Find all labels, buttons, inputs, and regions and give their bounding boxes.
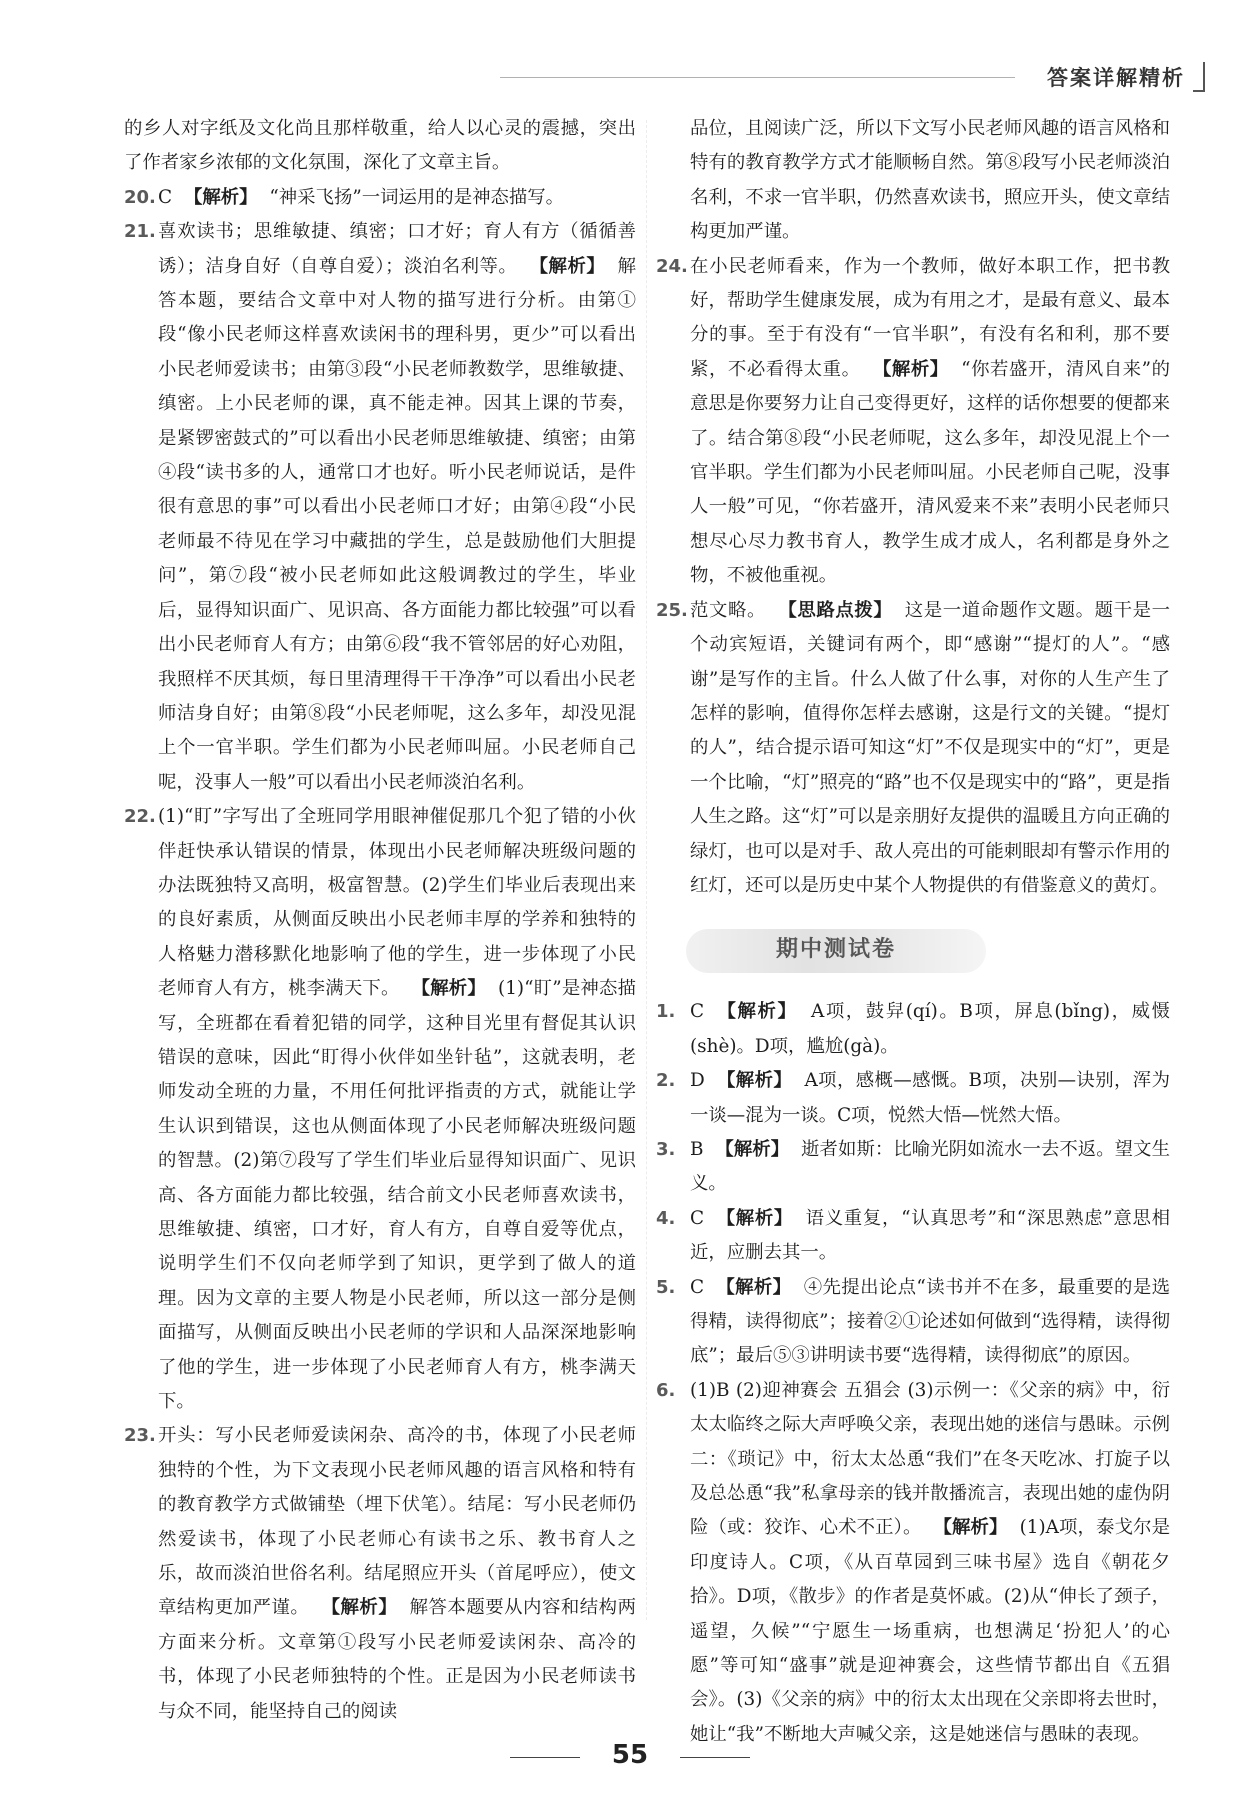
analysis-tag: 【解析】 xyxy=(411,978,486,1000)
question-number: 24. xyxy=(656,255,688,277)
question-number: 20. xyxy=(124,186,156,208)
midterm-question-4 xyxy=(656,1202,1170,1271)
analysis-tag: 【解析】 xyxy=(321,1597,398,1619)
header-bracket xyxy=(1193,62,1205,92)
question-22 xyxy=(124,800,636,1419)
question-number: 2. xyxy=(656,1070,676,1092)
analysis-text: A项，鼓舁(qí)。B项，屏息(bǐng)，威慑(shè)。D项，尴尬(gà)。 xyxy=(690,1001,1170,1057)
continued-text: 的乡人对字纸及文化尚且那样敬重，给人以心灵的震撼，突出了作者家乡浓郁的文化氛围，深化了文章主旨。 xyxy=(124,118,636,174)
midterm-question-1 xyxy=(656,995,1170,1064)
midterm-question-6 xyxy=(656,1374,1170,1752)
analysis-tag: 【解析】 xyxy=(872,358,949,380)
analysis-text: 语义重复，“认真思考”和“深思熟虑”意思相近，应删去其一。 xyxy=(690,1207,1170,1264)
analysis-tag: 【解析】 xyxy=(716,1207,794,1229)
answer: C xyxy=(690,1001,705,1023)
analysis-text: 解答本题，要结合文章中对人物的描写进行分析。由第①段“像小民老师这样喜欢读闲书的理科男，更少”可以看出小民老师爱读书；由第③段“小民老师教数学，思维敏捷、缜密。上小民老师的课，真不能走神。因其上课的节奏，是紧锣密鼓式的”可以看出小民老师思维敏捷、缜密；由第④段“读书多的人，通常口才也好。听小民老师说话，是件很有意思的事”可以看出小民老师口才好；由第④段“小民老师最不待见在学习中藏拙的学生，总是鼓励他们大胆提问”，第⑦段“被小民老师如此这般调教过的学生，毕业后，显得知识面广、见识高、各方面能力都比较强”可以看出小民老师育人有方；由第⑥段“我不管邻居的好心劝阻，我照样不厌其烦，每日里清理得干干净净”可以看出小民老师洁身自好；由第⑧段“小民老师呢，这么多年，却没见混上个一官半职。学生们都为小民老师叫屈。小民老师自己呢，没事人一般”可以看出小民老师淡泊名利。 xyxy=(158,255,636,793)
section-title: 期中测试卷 xyxy=(775,937,896,963)
section-banner xyxy=(686,923,986,973)
answer: 范文略。 xyxy=(690,599,766,621)
question-number: 3. xyxy=(656,1138,676,1160)
analysis-tag: 【解析】 xyxy=(716,1276,792,1298)
analysis-tag: 【解析】 xyxy=(717,1070,793,1092)
left-column xyxy=(124,112,636,1729)
midterm-question-3 xyxy=(656,1133,1170,1202)
question-24 xyxy=(656,250,1170,594)
page-header xyxy=(500,62,1205,92)
continued-text: 品位，且阅读广泛，所以下文写小民老师风趣的语言风格和特有的教育教学方式才能顺畅自然。第⑧段写小民老师淡泊名利，不求一官半职，仍然喜欢读书，照应开头，使文章结构更加严谨。 xyxy=(690,118,1170,243)
header-rule xyxy=(500,77,1015,78)
analysis-tag: 【解析】 xyxy=(717,1001,798,1023)
analysis-text: ④先提出论点“读书并不在多，最重要的是选得精，读得彻底”；接着②①论述如何做到“选得精，读得彻底”；最后⑤③讲明读书要“选得精，读得彻底”的原因。 xyxy=(690,1276,1170,1367)
analysis-text: “你若盛开，清风自来”的意思是你要努力让自己变得更好，这样的话你想要的便都来了。结合第⑧段“小民老师呢，这么多年，却没见混上个一官半职。学生们都为小民老师叫屈。小民老师自己呢，没事人一般”可见，“你若盛开，清风爱来不来”表明小民老师只想尽心尽力教书育人，教学生成才成人，名利都是身外之物，不被他重视。 xyxy=(690,358,1170,587)
question-number: 6. xyxy=(656,1379,676,1401)
analysis-text: (1)A项，泰戈尔是印度诗人。C项，《从百草园到三味书屋》选自《朝花夕拾》。D项，《散步》的作者是莫怀戚。(2)从“伸长了颈子，遥望，久候”“宁愿生一场重病，也想满足‘扮犯人’的心愿”等可知“盛事”就是迎神赛会，这些情节都出自《五猖会》。(3)《父亲的病》中的衍太太出现在父亲即将去世时，她让“我”不断地大声喊父亲，这是她迷信与愚昧的表现。 xyxy=(690,1517,1170,1745)
right-column xyxy=(656,112,1170,1752)
question-number: 22. xyxy=(124,806,156,828)
midterm-question-2 xyxy=(656,1064,1170,1133)
analysis-text: 逝者如斯：比喻光阴如流水一去不返。望文生义。 xyxy=(690,1138,1170,1195)
answer: D xyxy=(690,1070,705,1092)
question-25 xyxy=(656,594,1170,904)
analysis-tag: 【解析】 xyxy=(183,186,258,208)
question-number: 25. xyxy=(656,599,688,621)
answer: 喜欢读书；思维敏捷、缜密；口才好；育人有方（循循善诱）；洁身自好（自尊自爱）；淡泊名利等。 xyxy=(158,221,636,277)
analysis-tag: 【解析】 xyxy=(715,1138,790,1160)
answer: C xyxy=(158,186,173,208)
analysis-text: “神采飞扬”一词运用的是神态描写。 xyxy=(269,186,565,208)
question-number: 4. xyxy=(656,1207,676,1229)
answer: 开头：写小民老师爱读闲杂、高冷的书，体现了小民老师独特的个性，为下文表现小民老师风趣的语言风格和特有的教育教学方式做铺垫（埋下伏笔）。结尾：写小民老师仍然爱读书，体现了小民老师心有读书之乐、教书育人之乐，故而淡泊世俗名利。结尾照应开头（首尾呼应），使文章结构更加严谨。 xyxy=(158,1425,636,1619)
analysis-tag: 【思路点拨】 xyxy=(778,599,893,621)
header-title: 答案详解精析 xyxy=(1047,66,1185,90)
midterm-question-5 xyxy=(656,1271,1170,1374)
question-20 xyxy=(124,181,636,215)
analysis-text: 这是一道命题作文题。题干是一个动宾短语，关键词有两个，即“感谢”“提灯的人”。“感谢”是写作的主旨。什么人做了什么事，对你的人生产生了怎样的影响，值得你怎样去感谢，这是行文的关键。“提灯的人”，结合提示语可知这“灯”不仅是现实中的“灯”，更是一个比喻，“灯”照亮的“路”也不仅是现实中的“路”，更是指人生之路。这“灯”可以是亲朋好友提供的温暖且方向正确的绿灯，也可以是对手、敌人亮出的可能刺眼却有警示作用的红灯，还可以是历史中某个人物提供的有借鉴意义的黄灯。 xyxy=(690,599,1170,896)
analysis-tag: 【解析】 xyxy=(529,255,606,277)
column-divider xyxy=(646,120,647,1620)
question-21 xyxy=(124,215,636,800)
page-number: 55 xyxy=(611,1740,649,1770)
answer: C xyxy=(690,1276,705,1298)
question-number: 1. xyxy=(656,1001,676,1023)
question-number: 23. xyxy=(124,1425,156,1447)
question-23 xyxy=(124,1419,636,1729)
question-number: 5. xyxy=(656,1276,676,1298)
answer: B xyxy=(690,1138,704,1160)
analysis-tag: 【解析】 xyxy=(933,1517,1008,1539)
answer: 在小民老师看来，作为一个教师，做好本职工作，把书教好，帮助学生健康发展，成为有用之才，是最有意义、最本分的事。至于有没有“一官半职”，有没有名和利，那不要紧，不必看得太重。 xyxy=(690,255,1170,380)
answer: (1)B (2)迎神赛会 五猖会 (3)示例一：《父亲的病》中，衍太太临终之际大声呼唤父亲，表现出她的迷信与愚昧。示例二：《琐记》中，衍太太怂恿“我们”在冬天吃冰、打旋子以及总怂恿“我”私拿母亲的钱并散播流言，表现出她的虚伪阴险（或：狡诈、心术不正）。 xyxy=(690,1379,1170,1539)
answer: C xyxy=(690,1207,705,1229)
analysis-text: 解答本题要从内容和结构两方面来分析。文章第①段写小民老师爱读闲杂、高冷的书，体现了小民老师独特的个性。正是因为小民老师读书与众不同，能坚持自己的阅读 xyxy=(158,1597,636,1722)
question-number: 21. xyxy=(124,221,156,243)
answer: (1)“盯”字写出了全班同学用眼神催促那几个犯了错的小伙伴赶快承认错误的情景，体现出小民老师解决班级问题的办法既独特又高明，极富智慧。(2)学生们毕业后表现出来的良好素质，从侧面反映出小民老师丰厚的学养和独特的人格魅力潜移默化地影响了他的学生，进一步体现了小民老师育人有方，桃李满天下。 xyxy=(158,806,636,1000)
analysis-text: A项，感概—感慨。B项，决别—诀别，浑为一谈—混为一谈。C项，悦然大悟—恍然大悟。 xyxy=(690,1070,1170,1126)
analysis-text: (1)“盯”是神态描写，全班都在看着犯错的同学，这种目光里有督促其认识错误的意味，因此“盯得小伙伴如坐针毡”，这就表明，老师发动全班的力量，不用任何批评指责的方式，就能让学生认识到错误，这也从侧面体现了小民老师解决班级问题的智慧。(2)第⑦段写了学生们毕业后显得知识面广、见识高、各方面能力都比较强，结合前文小民老师喜欢读书，思维敏捷、缜密，口才好，育人有方，自尊自爱等优点，说明学生们不仅向老师学到了知识，更学到了做人的道理。因为文章的主要人物是小民老师，所以这一部分是侧面描写，从侧面反映出小民老师的学识和人品深深地影响了他的学生，进一步体现了小民老师育人有方，桃李满天下。 xyxy=(158,978,636,1413)
page-number-rule-right xyxy=(680,1757,750,1758)
